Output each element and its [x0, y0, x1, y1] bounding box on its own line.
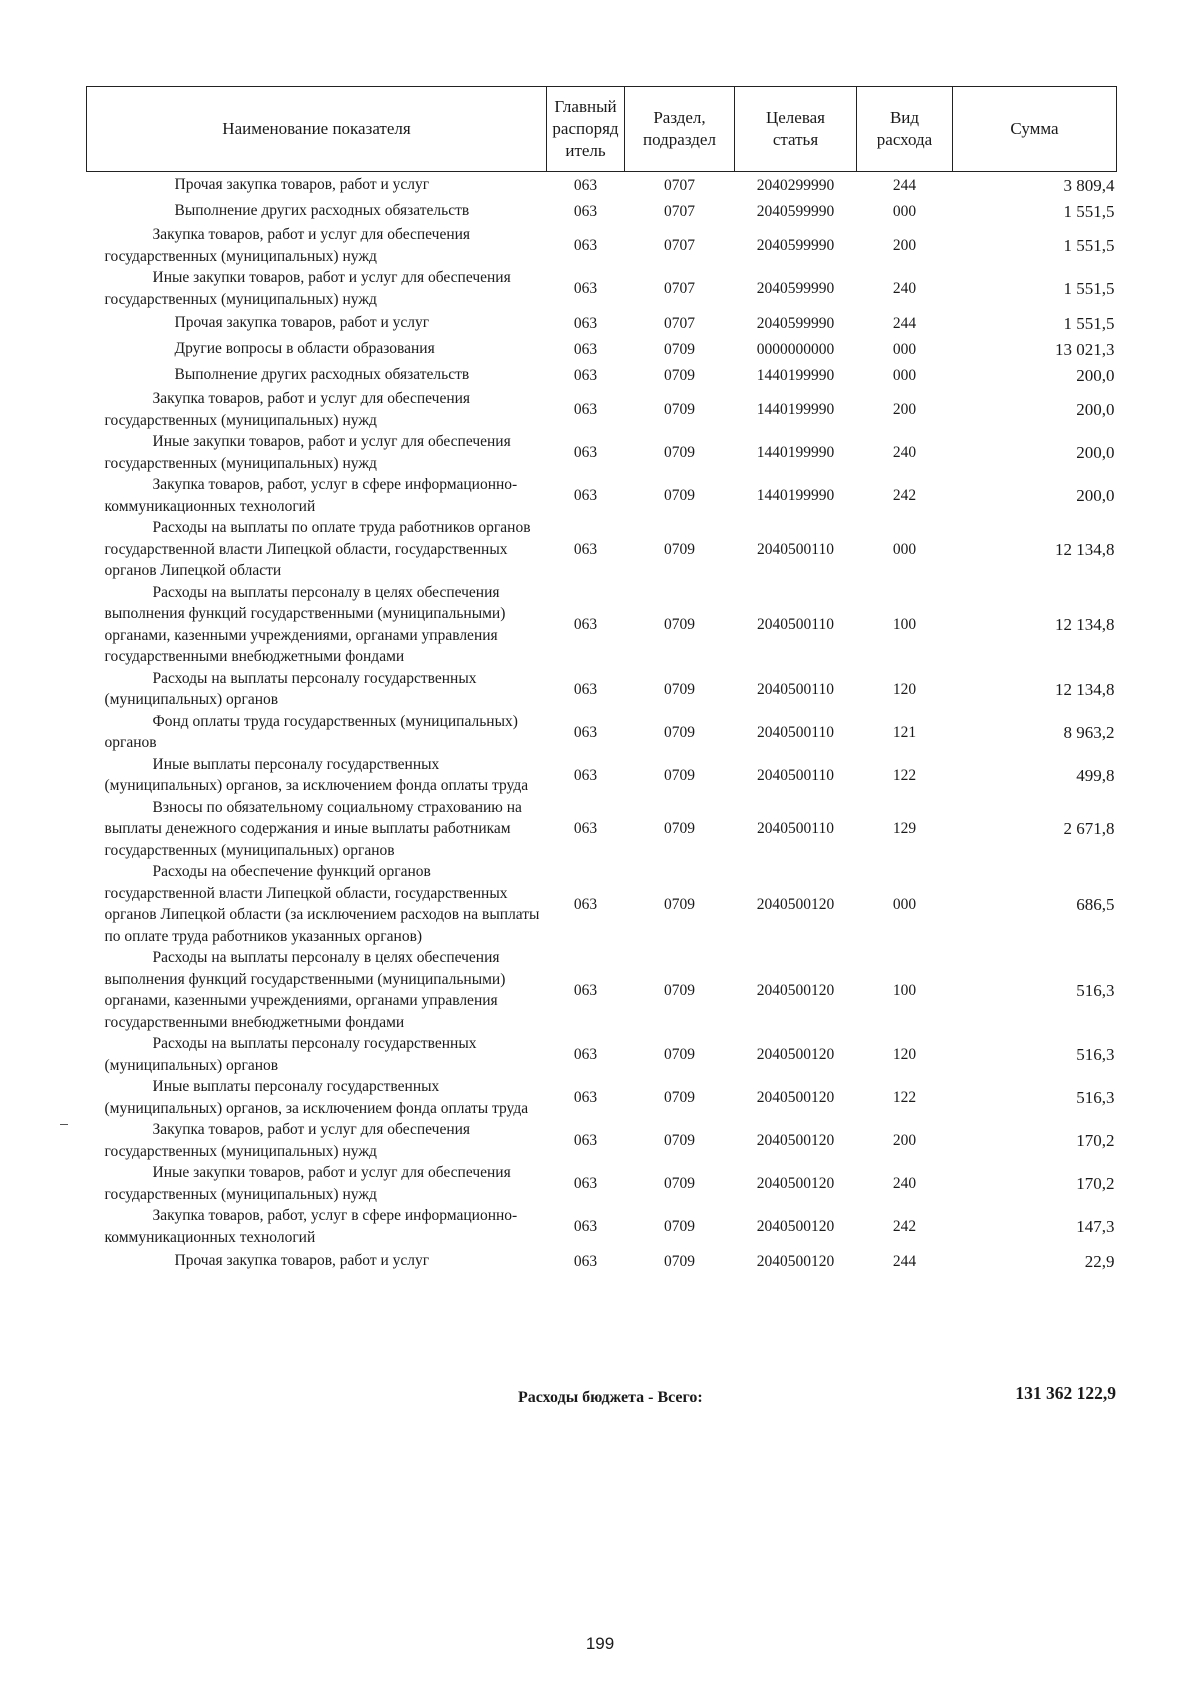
- row-grbs: 063: [573, 401, 598, 418]
- row-target-article: 2040500110: [757, 680, 834, 698]
- margin-mark: [60, 1124, 68, 1125]
- row-sum: 170,2: [1076, 1131, 1115, 1150]
- row-expense-type: 244: [892, 314, 917, 332]
- row-target-article: 1440199990: [756, 401, 835, 418]
- row-sum: 13 021,3: [1055, 339, 1115, 359]
- row-sum: 3 809,4: [1063, 175, 1115, 195]
- table-row: [87, 267, 1117, 310]
- row-sum: 1 551,5: [1063, 201, 1115, 221]
- row-target-article: 2040299990: [756, 176, 835, 194]
- row-expense-type: 244: [892, 1252, 917, 1270]
- row-name: [87, 474, 547, 517]
- row-name: [87, 336, 547, 362]
- row-expense-type: 100: [892, 981, 917, 999]
- row-razdel: 0709: [664, 444, 695, 461]
- row-name: [87, 1205, 547, 1248]
- table-row: [87, 1033, 1117, 1076]
- row-sum: 516,3: [1076, 980, 1115, 1000]
- row-grbs: 063: [573, 895, 598, 913]
- row-target-article: 2040599990: [756, 202, 835, 220]
- row-name: [87, 1119, 547, 1162]
- row-target-article: 2040500120: [756, 1089, 835, 1106]
- row-name-text: Расходы на выплаты персоналу в целях обеспечения выполнения функций государственными (муниципальными) органами, казенными учреждениями, органами управления государственными внебюджетными фондами: [104, 583, 506, 665]
- table-row: [87, 431, 1117, 474]
- table-body: [87, 172, 1117, 1275]
- row-name-text: Взносы по обязательному социальному страхованию на выплаты денежного содержания и иные выплаты работникам государственных (муниципальных) органов: [104, 798, 522, 859]
- row-name-text: Иные закупки товаров, работ и услуг для обеспечения государственных (муниципальных) нужд: [104, 433, 511, 472]
- row-name-text: Прочая закупка товаров, работ и услуг: [174, 314, 430, 332]
- row-name: [87, 224, 547, 267]
- row-grbs: 063: [573, 1089, 598, 1106]
- row-razdel: 0709: [664, 401, 695, 418]
- total-label: Расходы бюджета - Всего:: [518, 1389, 703, 1406]
- row-name: [87, 668, 547, 711]
- table-row: [87, 224, 1117, 267]
- row-name-text: Другие вопросы в области образования: [174, 340, 435, 358]
- table-row: [87, 861, 1117, 947]
- row-expense-type: 100: [892, 616, 917, 633]
- total-row: [86, 1383, 1116, 1413]
- row-razdel: 0709: [664, 820, 695, 838]
- header-vr-line-2: расхода: [876, 130, 933, 149]
- table-row: [87, 517, 1117, 582]
- row-expense-type: 242: [892, 1218, 917, 1235]
- row-grbs: 063: [573, 540, 598, 558]
- row-sum: 200,0: [1076, 365, 1115, 385]
- row-name: [87, 517, 547, 582]
- row-razdel: 0709: [664, 1089, 695, 1106]
- row-target-article: 1440199990: [756, 487, 835, 504]
- row-grbs: 063: [573, 487, 598, 504]
- row-razdel: 0707: [664, 176, 695, 194]
- row-name-text: Закупка товаров, работ, услуг в сфере информационно-коммуникационных технологий: [104, 1207, 518, 1246]
- row-sum: 686,5: [1076, 894, 1115, 914]
- row-name-text: Закупка товаров, работ, услуг в сфере информационно-коммуникационных технологий: [104, 476, 518, 515]
- row-target-article: 2040500110: [757, 820, 834, 838]
- row-sum: 516,3: [1076, 1045, 1115, 1064]
- row-name: [87, 582, 547, 668]
- table-header: [87, 87, 1117, 172]
- row-grbs: 063: [573, 314, 598, 332]
- row-razdel: 0709: [664, 487, 695, 504]
- row-razdel: 0709: [664, 981, 695, 999]
- row-target-article: 2040500120: [756, 1132, 835, 1149]
- row-grbs: 063: [573, 202, 598, 220]
- row-name-text: Иные выплаты персоналу государственных (муниципальных) органов, за исключением фонда оплаты труда: [104, 1078, 529, 1117]
- row-expense-type: 129: [892, 820, 917, 838]
- row-name-text: Фонд оплаты труда государственных (муниципальных) органов: [104, 712, 518, 751]
- row-razdel: 0709: [664, 723, 695, 741]
- row-sum: 1 551,5: [1063, 313, 1115, 333]
- row-grbs: 063: [573, 444, 598, 461]
- row-expense-type: 242: [892, 487, 917, 504]
- table-row: [87, 947, 1117, 1033]
- row-target-article: 2040500120: [756, 981, 835, 999]
- budget-table: [86, 86, 1117, 1274]
- row-name: [87, 1033, 547, 1076]
- row-expense-type: 121: [892, 723, 917, 741]
- table-row: [87, 1205, 1117, 1248]
- row-expense-type: 120: [892, 1046, 917, 1063]
- table-row: [87, 668, 1117, 711]
- total-value: 131 362 122,9: [1015, 1383, 1116, 1403]
- header-razdel-line-2: подраздел: [643, 130, 716, 149]
- row-name: [87, 172, 547, 199]
- row-grbs: 063: [573, 366, 598, 384]
- row-name: [87, 362, 547, 388]
- row-grbs: 063: [573, 723, 598, 741]
- row-sum: 200,0: [1076, 486, 1115, 505]
- row-sum: 8 963,2: [1063, 722, 1115, 742]
- row-name-text: Закупка товаров, работ и услуг для обеспечения государственных (муниципальных) нужд: [104, 226, 471, 265]
- table-row: [87, 1076, 1117, 1119]
- row-name-text: Расходы на выплаты персоналу государственных (муниципальных) органов: [104, 669, 477, 708]
- row-razdel: 0709: [664, 616, 695, 633]
- row-sum: 2 671,8: [1063, 819, 1115, 839]
- row-grbs: 063: [573, 280, 598, 297]
- header-grbs-line-3: итель: [565, 141, 606, 160]
- row-name-text: Закупка товаров, работ и услуг для обеспечения государственных (муниципальных) нужд: [104, 390, 471, 429]
- row-sum: 200,0: [1076, 400, 1115, 419]
- row-razdel: 0707: [664, 237, 695, 254]
- row-expense-type: 000: [892, 540, 917, 558]
- row-target-article: 1440199990: [756, 444, 835, 461]
- row-grbs: 063: [573, 1218, 598, 1235]
- table-row: [87, 474, 1117, 517]
- table-row: [87, 198, 1117, 224]
- row-expense-type: 122: [892, 1089, 917, 1106]
- table-row: [87, 388, 1117, 431]
- row-target-article: 2040599990: [756, 280, 835, 297]
- row-expense-type: 240: [892, 1175, 917, 1192]
- row-expense-type: 240: [892, 444, 917, 461]
- row-sum: 22,9: [1084, 1251, 1115, 1271]
- row-sum: 12 134,8: [1055, 539, 1115, 559]
- row-grbs: 063: [573, 237, 598, 254]
- row-target-article: 2040500120: [756, 1175, 835, 1192]
- row-sum: 200,0: [1076, 443, 1115, 462]
- row-name-text: Расходы на выплаты персоналу в целях обеспечения выполнения функций государственными (муниципальными) органами, казенными учреждениями, органами управления государственными внебюджетными фондами: [104, 949, 506, 1031]
- row-sum: 147,3: [1076, 1217, 1115, 1236]
- row-sum: 499,8: [1076, 765, 1115, 785]
- row-grbs: 063: [573, 176, 598, 194]
- row-name: [87, 267, 547, 310]
- row-name-text: Закупка товаров, работ и услуг для обеспечения государственных (муниципальных) нужд: [104, 1121, 471, 1160]
- row-expense-type: 000: [892, 366, 917, 384]
- row-razdel: 0709: [664, 1175, 695, 1192]
- row-target-article: 2040500110: [757, 540, 834, 558]
- header-razdel-line-1: Раздел,: [653, 108, 706, 127]
- row-grbs: 063: [573, 616, 598, 633]
- header-grbs: [547, 87, 625, 172]
- row-sum: 12 134,8: [1055, 615, 1115, 634]
- row-grbs: 063: [573, 766, 598, 784]
- row-name: [87, 1162, 547, 1205]
- row-grbs: 063: [573, 680, 598, 698]
- page-number: 199: [585, 1634, 615, 1653]
- row-name-text: Расходы на обеспечение функций органов государственной власти Липецкой области, государственных органов Липецкой области (за исключением расходов на выплаты по оплате труда работников указанных органов): [104, 863, 540, 945]
- row-expense-type: 200: [892, 401, 917, 418]
- row-razdel: 0709: [664, 1132, 695, 1149]
- header-cs-line-2: статья: [772, 130, 819, 149]
- row-grbs: 063: [573, 1046, 598, 1063]
- row-expense-type: 200: [892, 1132, 917, 1149]
- table-row: [87, 336, 1117, 362]
- row-sum: 1 551,5: [1063, 236, 1115, 255]
- row-sum: 1 551,5: [1063, 279, 1115, 298]
- row-target-article: 2040500110: [757, 616, 834, 633]
- row-grbs: 063: [573, 340, 598, 358]
- row-razdel: 0707: [664, 280, 695, 297]
- header-sum: Сумма: [953, 87, 1117, 172]
- row-sum: 12 134,8: [1055, 679, 1115, 699]
- row-razdel: 0709: [664, 340, 695, 358]
- row-target-article: 2040599990: [756, 314, 835, 332]
- document-sheet: [86, 86, 1116, 1406]
- row-razdel: 0707: [664, 202, 695, 220]
- row-expense-type: 244: [892, 176, 917, 194]
- row-name: [87, 797, 547, 862]
- table-row: [87, 797, 1117, 862]
- row-name-text: Расходы на выплаты по оплате труда работников органов государственной власти Липецкой области, государственных органов Липецкой области: [104, 519, 531, 579]
- row-grbs: 063: [573, 1252, 598, 1270]
- row-sum: 516,3: [1076, 1088, 1115, 1107]
- row-target-article: 2040500110: [757, 723, 834, 741]
- row-name: [87, 1248, 547, 1274]
- row-name: [87, 861, 547, 947]
- table-row: [87, 172, 1117, 199]
- table-row: [87, 1162, 1117, 1205]
- row-name-text: Иные закупки товаров, работ и услуг для обеспечения государственных (муниципальных) нужд: [104, 1164, 511, 1203]
- row-name-text: Выполнение других расходных обязательств: [174, 202, 470, 220]
- row-expense-type: 120: [892, 680, 917, 698]
- row-name-text: Прочая закупка товаров, работ и услуг: [174, 1252, 430, 1270]
- header-name: Наименование показателя: [87, 87, 547, 172]
- row-target-article: 2040599990: [756, 237, 835, 254]
- header-razdel: [625, 87, 735, 172]
- row-expense-type: 122: [892, 766, 917, 784]
- row-name: [87, 947, 547, 1033]
- row-name: [87, 1076, 547, 1119]
- row-razdel: 0709: [664, 1218, 695, 1235]
- row-target-article: 2040500120: [756, 1252, 835, 1270]
- row-name-text: Иные закупки товаров, работ и услуг для обеспечения государственных (муниципальных) нужд: [104, 269, 511, 308]
- row-target-article: 2040500120: [756, 895, 835, 913]
- row-name-text: Расходы на выплаты персоналу государственных (муниципальных) органов: [104, 1035, 477, 1074]
- row-grbs: 063: [573, 981, 598, 999]
- header-vr-line-1: Вид: [889, 108, 920, 127]
- row-grbs: 063: [573, 1132, 598, 1149]
- row-expense-type: 000: [892, 202, 917, 220]
- row-razdel: 0709: [664, 1252, 695, 1270]
- table-row: [87, 754, 1117, 797]
- row-name: [87, 198, 547, 224]
- table-row: [87, 582, 1117, 668]
- row-razdel: 0707: [664, 314, 695, 332]
- row-target-article: 1440199990: [756, 366, 835, 384]
- row-name: [87, 388, 547, 431]
- row-grbs: 063: [573, 1175, 598, 1192]
- row-grbs: 063: [573, 820, 598, 838]
- row-expense-type: 000: [892, 895, 917, 913]
- row-name: [87, 310, 547, 336]
- row-name: [87, 711, 547, 754]
- row-razdel: 0709: [664, 680, 695, 698]
- table-row: [87, 1119, 1117, 1162]
- header-grbs-line-2: распоряд: [552, 119, 619, 138]
- row-expense-type: 000: [892, 340, 917, 358]
- header-expense-type: [857, 87, 953, 172]
- header-target-article: [735, 87, 857, 172]
- table-row: [87, 711, 1117, 754]
- header-cs-line-1: Целевая: [765, 108, 826, 127]
- row-target-article: 0000000000: [756, 340, 835, 358]
- row-target-article: 2040500120: [756, 1218, 835, 1235]
- row-razdel: 0709: [664, 895, 695, 913]
- row-razdel: 0709: [664, 540, 695, 558]
- row-name: [87, 431, 547, 474]
- table-row: [87, 362, 1117, 388]
- row-name-text: Выполнение других расходных обязательств: [174, 366, 470, 384]
- row-target-article: 2040500110: [757, 766, 834, 784]
- row-expense-type: 200: [892, 237, 917, 254]
- row-razdel: 0709: [664, 766, 695, 784]
- row-name: [87, 754, 547, 797]
- table-row: [87, 310, 1117, 336]
- row-name-text: Прочая закупка товаров, работ и услуг: [174, 176, 430, 194]
- row-razdel: 0709: [664, 1046, 695, 1063]
- row-name-text: Иные выплаты персоналу государственных (муниципальных) органов, за исключением фонда оплаты труда: [104, 755, 529, 794]
- row-expense-type: 240: [892, 280, 917, 297]
- row-sum: 170,2: [1076, 1174, 1115, 1193]
- row-target-article: 2040500120: [756, 1046, 835, 1063]
- table-row: [87, 1248, 1117, 1274]
- header-grbs-line-1: Главный: [554, 97, 617, 116]
- row-razdel: 0709: [664, 366, 695, 384]
